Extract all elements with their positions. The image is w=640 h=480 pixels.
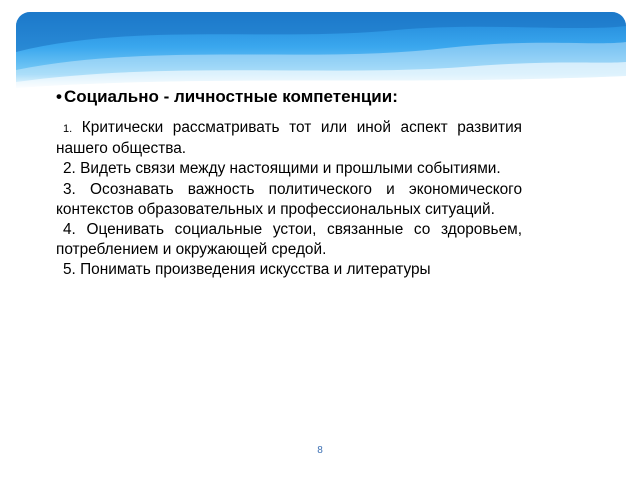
item-number: 3. bbox=[63, 180, 76, 198]
heading-bullet: • bbox=[56, 87, 62, 106]
item-number: 2. bbox=[63, 160, 76, 178]
list-item bbox=[56, 159, 522, 179]
banner-wave-decoration bbox=[16, 12, 626, 90]
slide-content bbox=[56, 86, 522, 281]
list-item bbox=[56, 180, 522, 220]
item-text: Осознавать важность политического и экономического контекстов образовательных и профессиональных ситуаций. bbox=[56, 180, 522, 218]
item-text: Видеть связи между настоящими и прошлыми событиями. bbox=[80, 160, 501, 178]
slide-heading bbox=[56, 86, 522, 108]
list-item bbox=[56, 260, 522, 280]
heading-text: Социально - личностные компетенции: bbox=[63, 87, 398, 106]
competence-list bbox=[56, 118, 522, 281]
list-item bbox=[56, 220, 522, 260]
page-number: 8 bbox=[317, 445, 323, 456]
item-text: Критически рассматривать тот или иной аспект развития нашего общества. bbox=[56, 119, 522, 158]
item-text: Понимать произведения искусства и литературы bbox=[80, 261, 431, 279]
item-number: 4. bbox=[63, 221, 76, 239]
item-number: 1. bbox=[63, 123, 73, 135]
list-item bbox=[56, 118, 522, 159]
header-banner bbox=[16, 12, 626, 90]
item-text: Оценивать социальные устои, связанные со здоровьем, потреблением и окружающей средой. bbox=[56, 221, 522, 259]
item-number: 5. bbox=[63, 261, 76, 279]
